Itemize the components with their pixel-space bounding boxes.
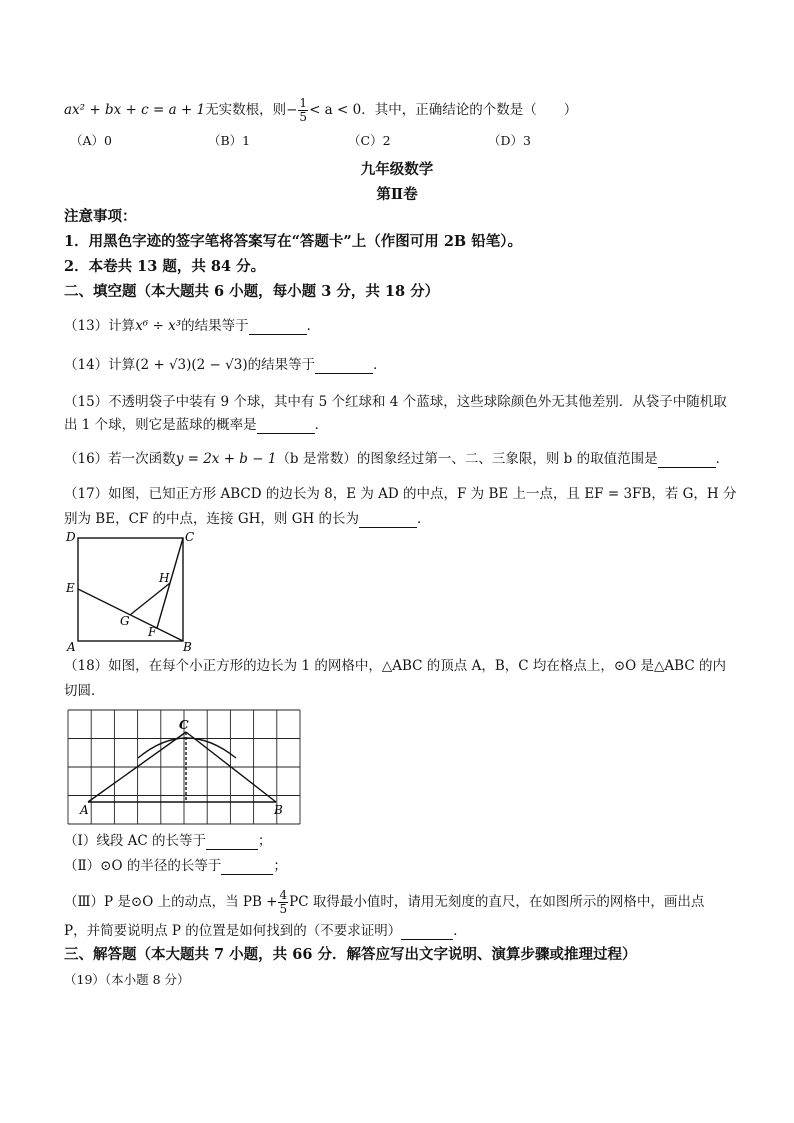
- q15-line-2: [64, 416, 328, 434]
- q17-period: ．: [417, 511, 431, 527]
- q18-sub1-end: ；: [258, 833, 272, 849]
- fig17-label-h: H: [159, 571, 170, 585]
- q16-answer-blank[interactable]: [658, 453, 716, 468]
- q12-option-b: （B）1: [208, 133, 251, 148]
- q12-mid: 无实数根，则−: [205, 102, 298, 118]
- q18-sub2-blank[interactable]: [221, 860, 273, 875]
- fig17-label-g: G: [120, 614, 130, 628]
- notes-item-2: 2．本卷共 13 题，共 84 分。: [64, 258, 266, 275]
- q14-line: [64, 356, 387, 374]
- q13-answer-blank[interactable]: [249, 320, 307, 335]
- q18-sub2: [64, 857, 287, 875]
- q12-equation: ax² + bx + c = a + 1: [64, 102, 206, 118]
- fig17-label-b: B: [183, 640, 192, 654]
- q13-expr: x⁶ ÷ x³: [135, 318, 182, 334]
- q18-sub3-line2: [64, 922, 467, 940]
- q18-sub2-text: （Ⅱ）⊙O 的半径的长等于: [64, 858, 222, 874]
- fig17-label-d: D: [66, 530, 76, 544]
- q15-line-2-text: 出 1 个球，则它是蓝球的概率是: [64, 417, 257, 433]
- fig17-label-e: E: [66, 581, 75, 595]
- fig18-label-b: B: [274, 803, 283, 817]
- part2-heading: 二、填空题（本大题共 6 小题，每小题 3 分，共 18 分）: [64, 283, 440, 300]
- q18-sub3-line2-text: P，并简要说明点 P 的位置是如何找到的（不要求证明）: [64, 923, 402, 939]
- q18-line-1: （18）如图，在每个小正方形的边长为 1 的网格中，△ABC 的顶点 A，B，C 均在格点上，⊙O 是△ABC 的内: [64, 658, 726, 674]
- q14-period: ．: [373, 357, 387, 373]
- q17-square-figure: [62, 528, 202, 654]
- q18-sub1-blank[interactable]: [206, 835, 258, 850]
- q18-sub1-text: （Ⅰ）线段 AC 的长等于: [64, 833, 206, 849]
- q13-suffix: 的结果等于: [181, 318, 249, 334]
- fig17-label-a: A: [67, 640, 76, 654]
- q16-prefix: （16）若一次函数: [64, 451, 176, 467]
- q12-tail: < a < 0．其中，正确结论的个数是（ ）: [309, 102, 578, 118]
- q14-prefix: （14）计算: [64, 357, 136, 373]
- q12-option-a: （A）0: [70, 133, 112, 148]
- q18-sub3: [64, 889, 704, 916]
- part3-heading: 三、解答题（本大题共 7 小题，共 66 分．解答应写出文字说明、演算步骤或推理过程）: [64, 946, 637, 963]
- q16-line: [64, 450, 729, 468]
- q18-sub3-num: 4: [279, 888, 288, 902]
- q13-prefix: （13）计算: [64, 318, 136, 334]
- q14-suffix: 的结果等于: [247, 357, 316, 373]
- fig18-label-a: A: [80, 803, 89, 817]
- q12-fraction: [298, 97, 308, 124]
- q12-frac-den: 5: [299, 110, 308, 124]
- q15-line-1: （15）不透明袋子中装有 9 个球，其中有 5 个红球和 4 个蓝球，这些球除颜色外无其他差别．从袋子中随机取: [64, 394, 727, 410]
- q18-sub3-fraction: [278, 889, 288, 916]
- q18-sub3-period: ．: [453, 923, 467, 939]
- q13-period: ．: [306, 318, 321, 334]
- fig17-label-f: F: [148, 625, 157, 639]
- segment-gh: [130, 583, 170, 615]
- q18-sub3-den: 5: [279, 902, 288, 916]
- q12-frac-num: 1: [299, 96, 308, 110]
- q12-option-d: （D）3: [488, 133, 531, 148]
- q13-line: [64, 317, 320, 335]
- q15-period: ．: [314, 417, 329, 433]
- notes-item-1: 1．用黑色字迹的签字笔将答案写在“答题卡”上（作图可用 2B 铅笔）。: [64, 233, 522, 250]
- q12-line: [64, 97, 577, 124]
- square-abcd: [78, 538, 183, 641]
- q17-line-2-text: 别为 BE，CF 的中点，连接 GH，则 GH 的长为: [64, 511, 360, 527]
- section-title: 九年级数学: [360, 161, 434, 178]
- q18-sub3-blank[interactable]: [401, 925, 453, 940]
- q18-sub1: [64, 832, 272, 850]
- q14-answer-blank[interactable]: [315, 359, 373, 374]
- q14-expr: (2 + √3)(2 − √3): [135, 357, 248, 373]
- q18-grid-figure: [66, 708, 302, 828]
- q18-line-2: 切圆．: [64, 683, 105, 699]
- q17-line-1: （17）如图，已知正方形 ABCD 的边长为 8，E 为 AD 的中点，F 为 BE 上一点，且 EF = 3FB，若 G，H 分: [64, 486, 737, 502]
- q18-sub3-a: （Ⅲ）P 是⊙O 上的动点，当 PB +: [64, 894, 278, 910]
- q17-answer-blank[interactable]: [359, 513, 417, 528]
- q16-expr: y = 2x + b − 1: [175, 451, 277, 467]
- q17-line-2: [64, 510, 431, 528]
- q16-period: ．: [715, 451, 730, 467]
- fig18-label-c: C: [179, 718, 189, 732]
- q15-answer-blank[interactable]: [257, 419, 315, 434]
- fig17-label-c: C: [185, 530, 195, 544]
- q19-heading: （19）（本小题 8 分）: [64, 972, 190, 987]
- q18-sub3-b: PC 取得最小值时，请用无刻度的直尺，在如图所示的网格中，画出点: [289, 894, 705, 910]
- q12-option-c: （C）2: [348, 133, 391, 148]
- q16-mid: （b 是常数）的图象经过第一、二、三象限，则 b 的取值范围是: [276, 451, 658, 467]
- notes-heading: 注意事项：: [64, 208, 137, 225]
- volume-title: 第Ⅱ卷: [376, 186, 418, 203]
- q18-sub2-end: ；: [273, 858, 287, 874]
